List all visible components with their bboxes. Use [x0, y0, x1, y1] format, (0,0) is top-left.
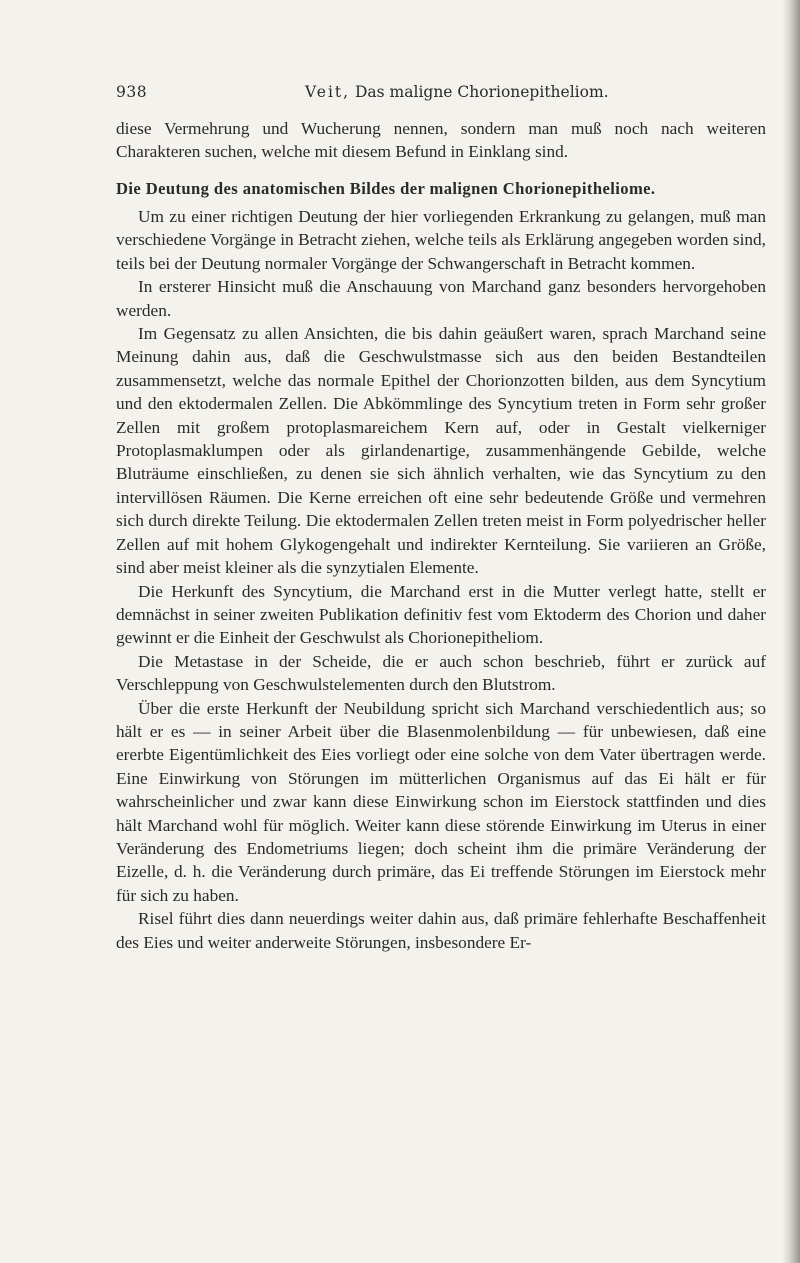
page-number: 938 — [116, 83, 148, 101]
paragraph: Die Herkunft des Syncytium, die Marchand erst in die Mutter verlegt hatte, stellt er demnächst in seiner zweiten Publikation definitiv fest vom Ektoderm des Chorion und daher gewinnt er die Einheit der Geschwulst als Chorionepitheliom. — [116, 581, 766, 648]
paragraph: In ersterer Hinsicht muß die Anschauung von Marchand ganz besonders hervorgehoben werden. — [116, 277, 766, 320]
section-heading: Die Deutung des anatomischen Bildes der malignen Chorionepitheliome. — [116, 179, 656, 198]
running-header — [116, 83, 766, 107]
paragraph: Die Metastase in der Scheide, die er auch schon beschrieb, führt er zurück auf Verschleppung von Geschwulstelementen durch den Blutstrom. — [116, 651, 766, 695]
page-edge-shadow — [782, 0, 800, 1263]
paragraph: Über die erste Herkunft der Neubildung spricht sich Marchand verschiedentlich aus; so hält er es — in seiner Arbeit über die Blasenmolenbildung — für unbewiesen, daß eine ererbte Eigentümlichkeit des Eies vorliegt oder eine solche von dem Vater übertragen werde. Eine Einwirkung von Störungen im mütterlichen Organismus auf das Ei hält er für wahrscheinlicher und zwar kann diese Einwirkung schon im Eierstock stattfinden und dies hält Marchand wohl für möglich. Weiter kann diese störende Einwirkung im Uterus in einer Veränderung des Endometriums liegen; doch scheint ihm die primäre Veränderung der Eizelle, d. h. die Veränderung durch primäre, das Ei treffende Störungen im Eierstock mehr für sich zu haben. — [116, 698, 766, 905]
running-title — [305, 83, 609, 101]
lead-paragraph: diese Vermehrung und Wucherung nennen, sondern man muß noch nach weiteren Charakteren suchen, welche mit diesem Befund in Einklang sind. — [116, 119, 766, 162]
header-title: Das maligne Chorionepitheliom. — [355, 83, 609, 101]
lead-text — [116, 117, 766, 164]
body-text — [116, 205, 766, 954]
header-author: Veit, — [305, 83, 351, 101]
paragraph: Risel führt dies dann neuerdings weiter dahin aus, daß primäre fehlerhafte Beschaffenheit des Eies und weiter anderweite Störungen, insbesondere Er- — [116, 909, 766, 952]
paragraph: Im Gegensatz zu allen Ansichten, die bis dahin geäußert waren, sprach Marchand seine Meinung dahin aus, daß die Geschwulstmasse sich aus den beiden Bestandteilen zusammensetzt, welche das normale Epithel der Chorionzotten bilden, aus dem Syncytium und den ektodermalen Zellen. Die Abkömmlinge des Syncytium treten in Form sehr großer Zellen mit großem protoplasmareichem Kern auf, oder in Gestalt vielkerniger Protoplasmaklumpen oder als girlandenartige, zusammenhängende Gebilde, welche Bluträume einschließen, zu denen sie sich ähnlich verhalten, wie das Syncytium zu den intervillösen Räumen. Die Kerne erreichen oft eine sehr bedeutende Größe und vermehren sich durch direkte Teilung. Die ektodermalen Zellen treten meist in Form polyedrischer heller Zellen auf mit hohem Glykogengehalt und indirekter Kernteilung. Sie variieren an Größe, sind aber meist kleiner als die synzytialen Elemente. — [116, 324, 766, 578]
paragraph: Um zu einer richtigen Deutung der hier vorliegenden Erkrankung zu gelangen, muß man verschiedene Vorgänge in Betracht ziehen, welche teils als Erklärung angegeben worden sind, teils bei der Deutung normaler Vorgänge der Schwangerschaft in Betracht kommen. — [116, 207, 766, 273]
